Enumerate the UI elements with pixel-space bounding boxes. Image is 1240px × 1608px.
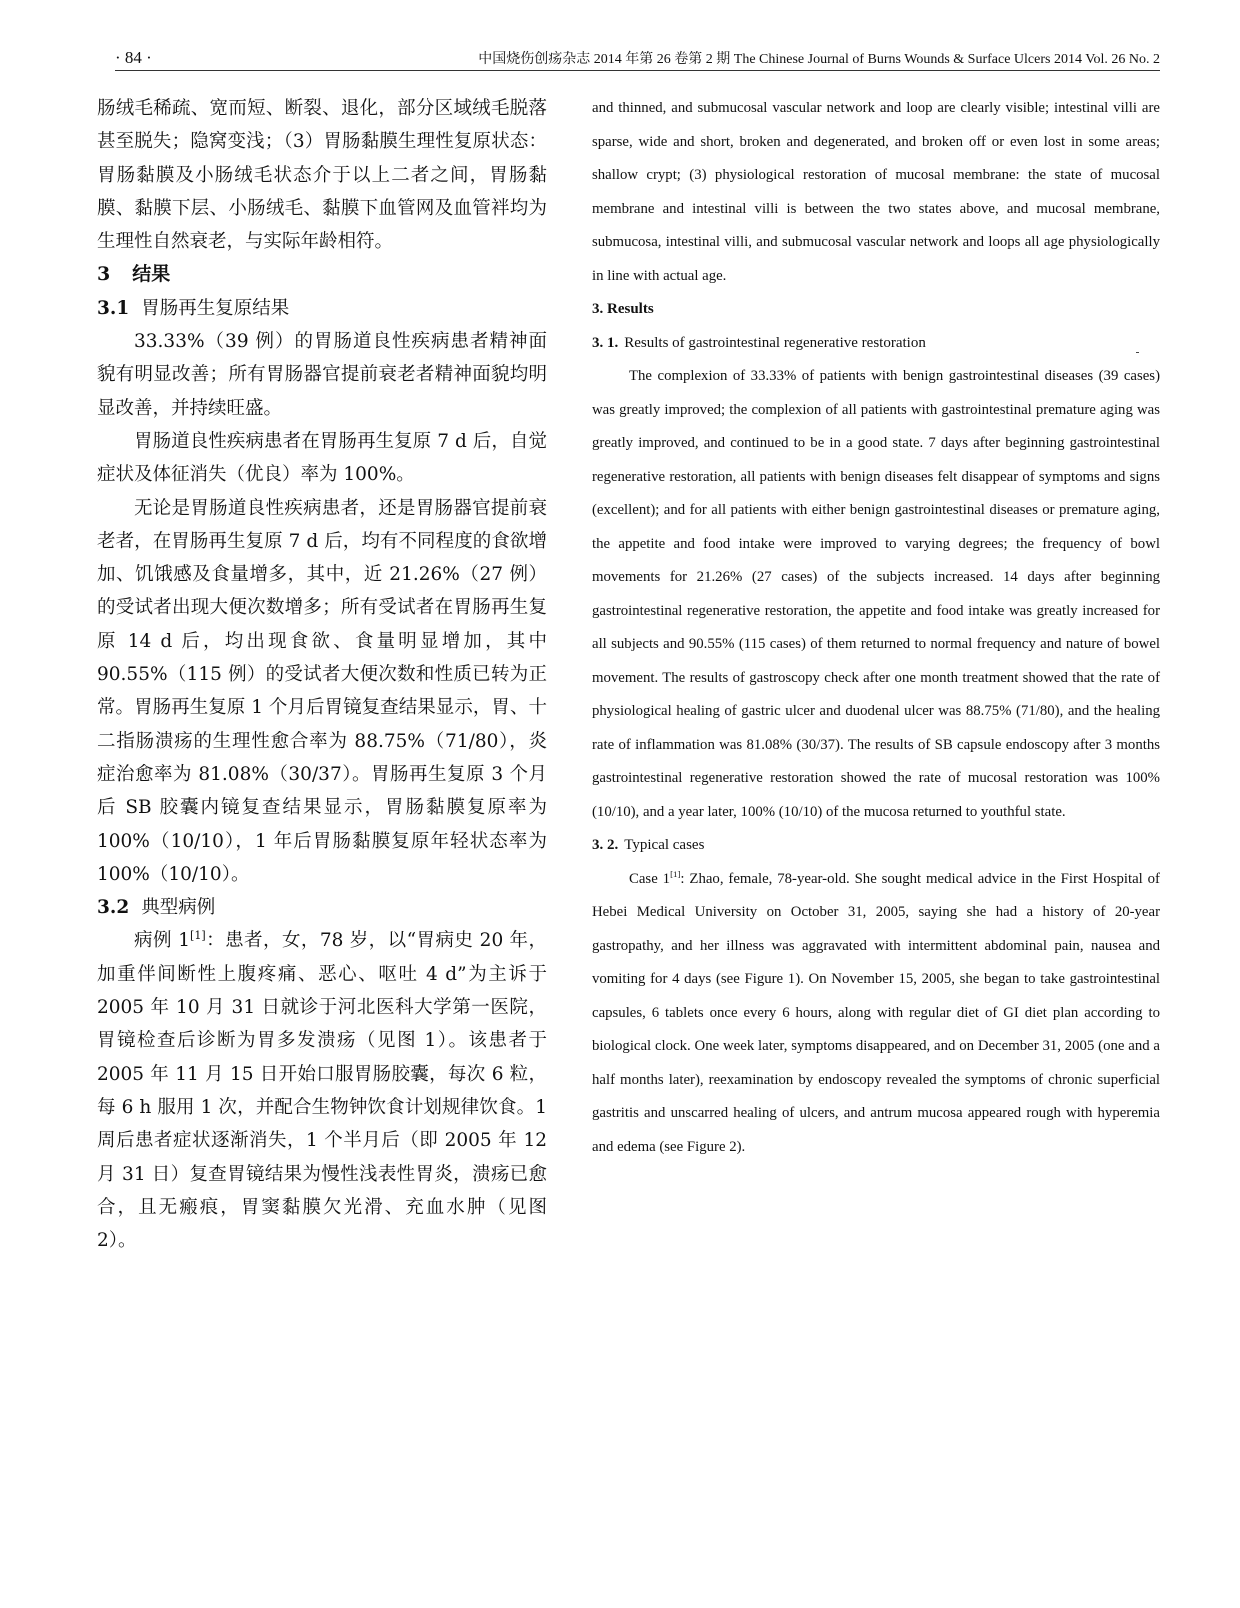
zh-section-3-2-heading — [97, 891, 547, 924]
zh-section-3-heading — [97, 258, 547, 291]
en-paragraph-1: The complexion of 33.33% of patients with benign gastrointestinal diseases (39 cases) was greatly improved; the complexion of all patients with gastrointestinal premature aging was greatly improved, and continued to be in a good state. 7 days after beginning gastrointestinal regenerative restoration, all patients with benign diseases felt disappear of symptoms and signs (excellent); and for all patients with either benign gastrointestinal diseases or premature aging, the appetite and food intake were improved to varying degrees; the frequency of bowl movements for 21.26% (27 cases) of the subjects increased. 14 days after beginning gastrointestinal regenerative restoration, the appetite and food intake was greatly increased for all subjects and 90.55% (115 cases) of them returned to normal frequency and nature of bowel movement. The results of gastroscopy check after one month treatment showed that the rate of physiological healing of gastric ulcer and duodenal ulcer was 88.75% (71/80), and the healing rate of inflammation was 81.08% (30/37). The results of SB capsule endoscopy after 3 months gastrointestinal regenerative restoration showed the rate of mucosal restoration was 100% (10/10), and a year later, 100% (10/10) of the mucosa returned to youthful state. — [592, 368, 1160, 820]
en-section-3-2-number: 3. 2. — [592, 837, 619, 853]
en-section-3-1-heading — [592, 327, 1160, 361]
zh-section-3-1-heading — [97, 292, 547, 325]
zh-intro-paragraph: 肠绒毛稀疏、宽而短、断裂、退化，部分区域绒毛脱落甚至脱失；隐窝变浅；（3）胃肠黏膜生理性复原状态：胃肠黏膜及小肠绒毛状态介于以上二者之间，胃肠黏膜、黏膜下层、小肠绒毛、黏膜下血管网及血管袢均为生理性自然衰老，与实际年龄相符。 — [97, 98, 547, 253]
zh-section-3-1-number: 3.1 — [97, 297, 130, 319]
running-head: 中国烧伤创疡杂志 2014 年第 26 卷第 2 期 The Chinese Journal of Burns Wounds & Surface Ulcers 2014 Vol. 26 No. 2 — [478, 52, 1160, 67]
zh-section-3-2-title: 典型病例 — [141, 897, 216, 919]
zh-section-3-number: 3 — [97, 263, 111, 286]
en-section-3-2-heading — [592, 829, 1160, 863]
en-section-3-1-title: Results of gastrointestinal regenerative restoration — [624, 334, 926, 351]
zh-case-text: ：患者，女，78 岁，以“胃病史 20 年，加重伴间断性上腹疼痛、恶心、呕吐 4 d”为主诉于 2005 年 10 月 31 日就诊于河北医科大学第一医院，胃镜检查后诊断为胃多发溃疡（见图 1）。该患者于 2005 年 11 月 15 日开始口服胃肠胶囊，每次 6 粒，每 6 h 服用 1 次，并配合生物钟饮食计划规律饮食。1 周后患者症状逐渐消失，1 个半月后（即 2005 年 12 月 31 日）复查胃镜结果为慢性浅表性胃炎，溃疡已愈合，且无瘢痕，胃窦黏膜欠光滑、充血水肿（见图 2）。 — [97, 930, 547, 1252]
zh-paragraph-4 — [97, 924, 547, 1257]
page-header — [115, 46, 1160, 71]
en-citation: [1] — [670, 868, 681, 879]
chinese-column — [97, 92, 547, 1257]
scan-speck — [1136, 352, 1139, 353]
en-section-3-2-title: Typical cases — [624, 837, 705, 853]
zh-paragraph-2: 胃肠道良性疾病患者在胃肠再生复原 7 d 后，自觉症状及体征消失（优良）率为 100%。 — [97, 430, 547, 486]
zh-section-3-2-number: 3.2 — [97, 897, 130, 919]
zh-section-3-title: 结果 — [132, 263, 171, 286]
en-intro-paragraph: and thinned, and submucosal vascular network and loop are clearly visible; intestinal villi are sparse, wide and short, broken and degenerated, and broken off or even lost in some areas; shallow crypt; (3) physiological restoration of mucosal membrane: the state of mucosal membrane and intestinal villi is between the two states above, and mucosal membrane, submucosa, intestinal villi, and submucosal vascular network and loops all age physiologically in line with actual age. — [592, 100, 1160, 284]
zh-paragraph-3: 无论是胃肠道良性疾病患者，还是胃肠器官提前衰老者，在胃肠再生复原 7 d 后，均有不同程度的食欲增加、饥饿感及食量增多，其中，近 21.26%（27 例）的受试者出现大便次数增多；所有受试者在胃肠再生复原 14 d 后，均出现食欲、食量明显增加，其中 90.55%（115 例）的受试者大便次数和性质已转为正常。胃肠再生复原 1 个月后胃镜复查结果显示，胃、十二指肠溃疡的生理性愈合率为 88.75%（71/80），炎症治愈率为 81.08%（30/37）。胃肠再生复原 3 个月后 SB 胶囊内镜复查结果显示，胃肠黏膜复原率为 100%（10/10），1 年后胃肠黏膜复原年轻状态率为 100%（10/10）。 — [97, 497, 547, 885]
en-section-3-heading: 3. Results — [592, 301, 654, 317]
zh-citation: [1] — [190, 929, 206, 943]
en-case-text: : Zhao, female, 78-year-old. She sought medical advice in the First Hospital of Hebei Medical University on October 31, 2005, saying she had a history of 20-year gastropathy, and her illness was aggravated with intermittent abdominal pain, nausea and vomiting for 4 days (see Figure 1). On November 15, 2005, she began to take gastrointestinal capsules, 6 tablets once every 6 hours, along with regular diet of GI diet plan according to biological clock. One week later, symptoms disappeared, and on December 31, 2005 (one and a half months later), reexamination by endoscopy revealed the symptoms of chronic superficial gastritis and unscarred healing of ulcers, and antrum mucosa appeared rough with hyperemia and edema (see Figure 2). — [592, 870, 1160, 1155]
zh-section-3-1-title: 胃肠再生复原结果 — [141, 297, 290, 319]
en-section-3-1-number: 3. 1. — [592, 334, 619, 351]
en-paragraph-2 — [592, 863, 1160, 1165]
zh-paragraph-1: 33.33%（39 例）的胃肠道良性疾病患者精神面貌有明显改善；所有胃肠器官提前衰老者精神面貌均明显改善，并持续旺盛。 — [97, 331, 547, 419]
english-column — [592, 92, 1160, 1164]
zh-case-label: 病例 1 — [134, 930, 190, 952]
en-case-label: Case 1 — [629, 870, 671, 887]
page-number: · 84 · — [115, 48, 152, 67]
